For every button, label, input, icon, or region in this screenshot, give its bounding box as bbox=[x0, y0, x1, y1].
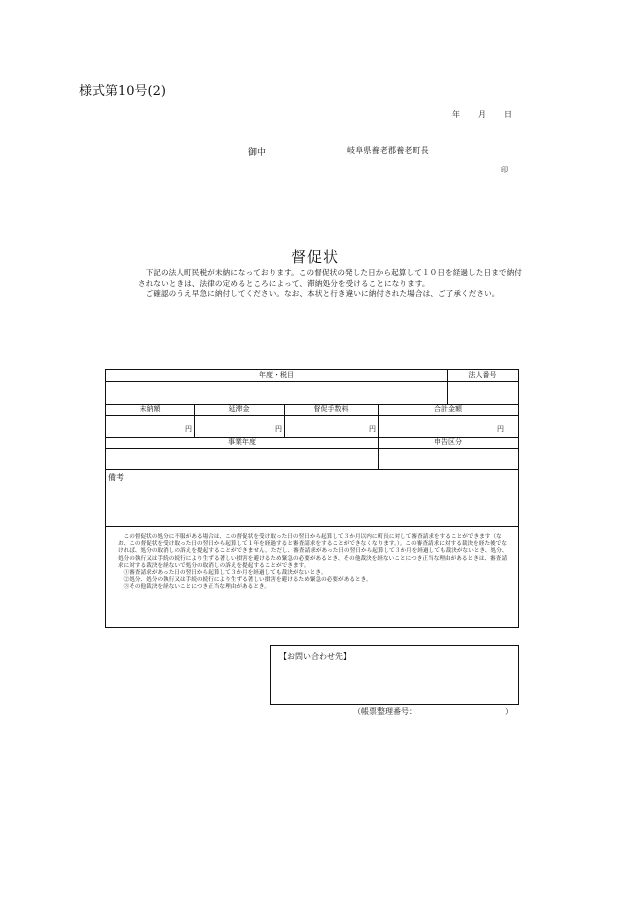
appeal-notes bbox=[118, 534, 510, 592]
header-total-amount: 合計金額 bbox=[434, 405, 462, 413]
header-fiscal-year-item: 年度・税目 bbox=[259, 371, 294, 379]
appeal-note-1: ①審査請求があった日の翌日から起算して３か月を経過しても裁決がないとき。 bbox=[123, 570, 327, 577]
form-number: 様式第10号(2) bbox=[79, 84, 166, 99]
header-business-year: 事業年度 bbox=[228, 438, 256, 446]
appeal-note-main: この督促状の処分に不服がある場合は、この督促状を受け取った日の翌日から起算して３か月以内に町長に対して審査請求をすることができます（なお、この督促状を受け取った日の翌日から起算して１年を経過すると審査請求をすることができなくなります。）。この審査請求に対する裁決を経た後でなければ、処分の取消しの訴えを提起することができません。ただし、審査請求があった日の翌日から起算して３か月を経過しても裁決がないとき、処分、処分の執行又は手続の続行により生ずる著しい損害を避けるため緊急の必要があるとき、その他裁決を経ないことにつき正当な理由があるときは、審査請求に対する裁決を経ないで処分の取消しの訴えを提起することができます。 bbox=[118, 534, 508, 569]
document-title: 督促状 bbox=[290, 248, 339, 266]
seal-mark: 印 bbox=[501, 166, 508, 174]
reference-label: （帳票整理番号： bbox=[353, 707, 417, 716]
issuer-name: 岐阜県養老郡養老町長 bbox=[347, 146, 429, 155]
notice-paragraph-2: ご確認のうえ早急に納付してください。なお、本状と行き違いに納付された場合は、ご了承ください。 bbox=[145, 289, 500, 299]
reference-close: ） bbox=[505, 707, 513, 716]
header-unpaid-amount: 未納額 bbox=[139, 405, 161, 413]
header-filing-category: 申告区分 bbox=[434, 438, 462, 446]
form-reference-number bbox=[353, 706, 513, 717]
header-late-fee: 延滞金 bbox=[228, 405, 250, 413]
unit-unpaid: 円 bbox=[185, 425, 192, 433]
remarks-label: 備考 bbox=[108, 473, 124, 482]
date-day: 日 bbox=[504, 110, 512, 119]
date-year: 年 bbox=[452, 110, 460, 119]
appeal-note-3: ③その他裁決を経ないことにつき正当な理由があるとき。 bbox=[123, 584, 270, 591]
contact-box bbox=[270, 645, 519, 705]
unit-dunning-fee: 円 bbox=[369, 425, 376, 433]
appeal-note-2: ②処分、処分の執行又は手続の続行により生ずる著しい損害を避けるため緊急の必要があるとき。 bbox=[123, 577, 372, 584]
tax-table bbox=[105, 369, 519, 628]
contact-label: 【お問い合わせ先】 bbox=[279, 652, 351, 661]
date-month: 月 bbox=[478, 110, 486, 119]
header-corporate-number: 法人番号 bbox=[468, 371, 497, 379]
addressee: 御中 bbox=[248, 148, 267, 158]
notice-paragraph-1: 下記の法人町民税が未納になっております。この督促状の発した日から起算して１０日を経過した日まで納付されないときは、法律の定めるところによって、滞納処分を受けることになります。 bbox=[138, 268, 522, 288]
unit-total: 円 bbox=[497, 425, 504, 433]
header-dunning-fee: 督促手数料 bbox=[313, 405, 349, 413]
unit-late-fee: 円 bbox=[275, 425, 282, 433]
notice-body bbox=[138, 268, 526, 300]
issue-date bbox=[452, 109, 512, 120]
